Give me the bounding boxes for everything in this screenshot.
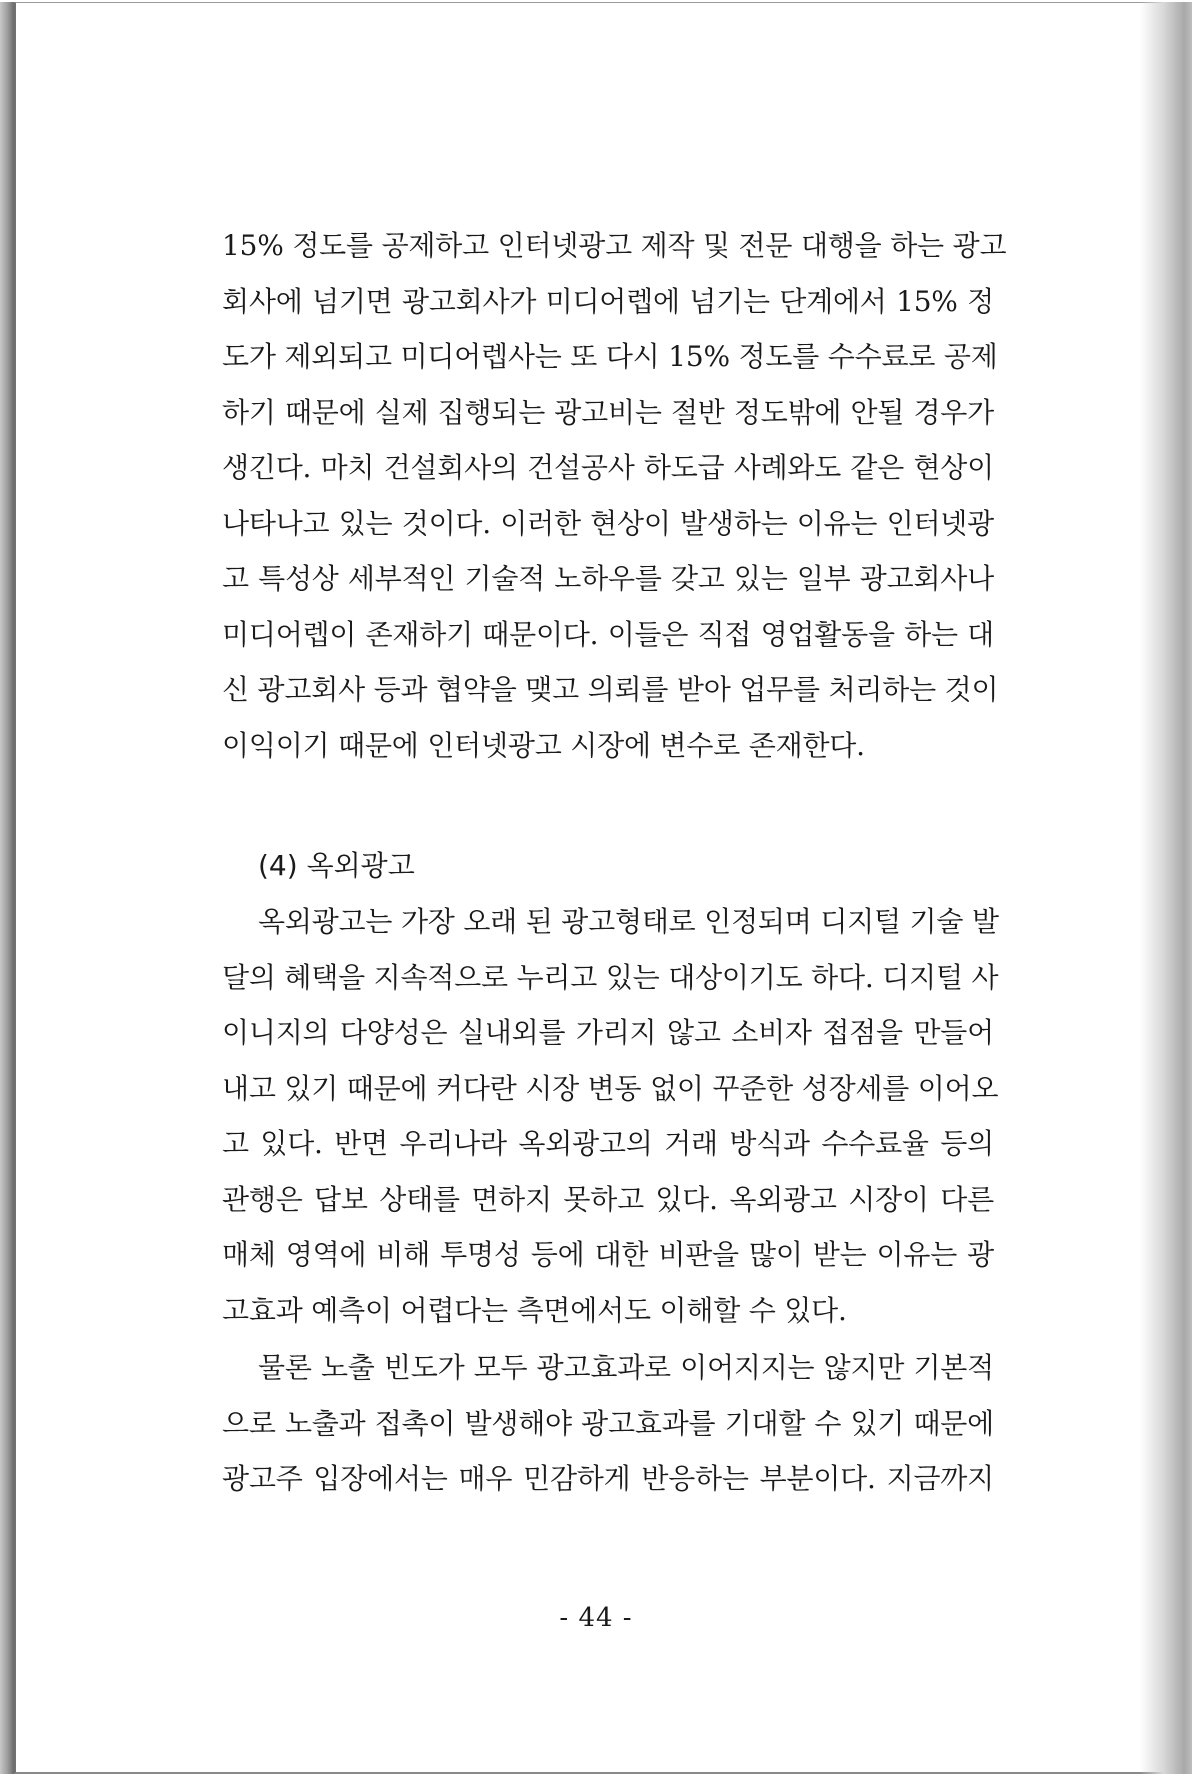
text-line: 미디어렙이 존재하기 때문이다. 이들은 직접 영업활동을 하는 대 xyxy=(222,617,994,651)
text-line: 으로 노출과 접촉이 발생해야 광고효과를 기대할 수 있기 때문에 xyxy=(222,1406,994,1440)
book-spine-edge xyxy=(0,2,14,1774)
paragraph-exposure-frequency xyxy=(222,1340,994,1507)
text-line: 광고주 입장에서는 매우 민감하게 반응하는 부분이다. 지금까지 xyxy=(222,1462,994,1495)
text-line: 내고 있기 때문에 커다란 시장 변동 없이 꾸준한 성장세를 이어오 xyxy=(222,1071,999,1105)
page-curl-shadow xyxy=(1140,2,1192,1774)
text-line: 회사에 넘기면 광고회사가 미디어렙에 넘기는 단계에서 15% 정 xyxy=(222,284,994,318)
text-line: 15% 정도를 공제하고 인터넷광고 제작 및 전문 대행을 하는 광고 xyxy=(222,229,1007,262)
text-line: 나타나고 있는 것이다. 이러한 현상이 발생하는 이유는 인터넷광 xyxy=(222,506,994,540)
text-line: 고효과 예측이 어렵다는 측면에서도 이해할 수 있다. xyxy=(222,1293,847,1327)
paragraph-outdoor-ad xyxy=(222,894,999,1338)
text-line: 이익이기 때문에 인터넷광고 시장에 변수로 존재한다. xyxy=(222,728,865,762)
paragraph-internet-ad-fees xyxy=(222,218,1007,773)
text-line: 물론 노출 빈도가 모두 광고효과로 이어지지는 않지만 기본적 xyxy=(258,1351,994,1384)
text-line: 생긴다. 마치 건설회사의 건설공사 하도급 사례와도 같은 현상이 xyxy=(222,451,994,484)
text-line: 신 광고회사 등과 협약을 맺고 의뢰를 받아 업무를 처리하는 것이 xyxy=(222,673,999,706)
section-heading-outdoor-ad: (4) 옥외광고 xyxy=(258,849,415,882)
text-line: 도가 제외되고 미디어렙사는 또 다시 15% 정도를 수수료로 공제 xyxy=(222,340,998,373)
text-line: 고 특성상 세부적인 기술적 노하우를 갖고 있는 일부 광고회사나 xyxy=(222,562,994,595)
text-line: 고 있다. 반면 우리나라 옥외광고의 거래 방식과 수수료율 등의 xyxy=(222,1127,994,1160)
text-line: 매체 영역에 비해 투명성 등에 대한 비판을 많이 받는 이유는 광 xyxy=(222,1238,994,1271)
text-line: 이니지의 다양성은 실내외를 가리지 않고 소비자 접점을 만들어 xyxy=(222,1016,994,1049)
text-line: 옥외광고는 가장 오래 된 광고형태로 인정되며 디지털 기술 발 xyxy=(258,905,999,938)
text-line: 하기 때문에 실제 집행되는 광고비는 절반 정도밖에 안될 경우가 xyxy=(222,395,994,429)
page-number: - 44 - xyxy=(559,1603,633,1633)
text-line: 달의 혜택을 지속적으로 누리고 있는 대상이기도 하다. 디지털 사 xyxy=(222,960,999,994)
text-line: 관행은 답보 상태를 면하지 못하고 있다. 옥외광고 시장이 다른 xyxy=(222,1182,994,1216)
